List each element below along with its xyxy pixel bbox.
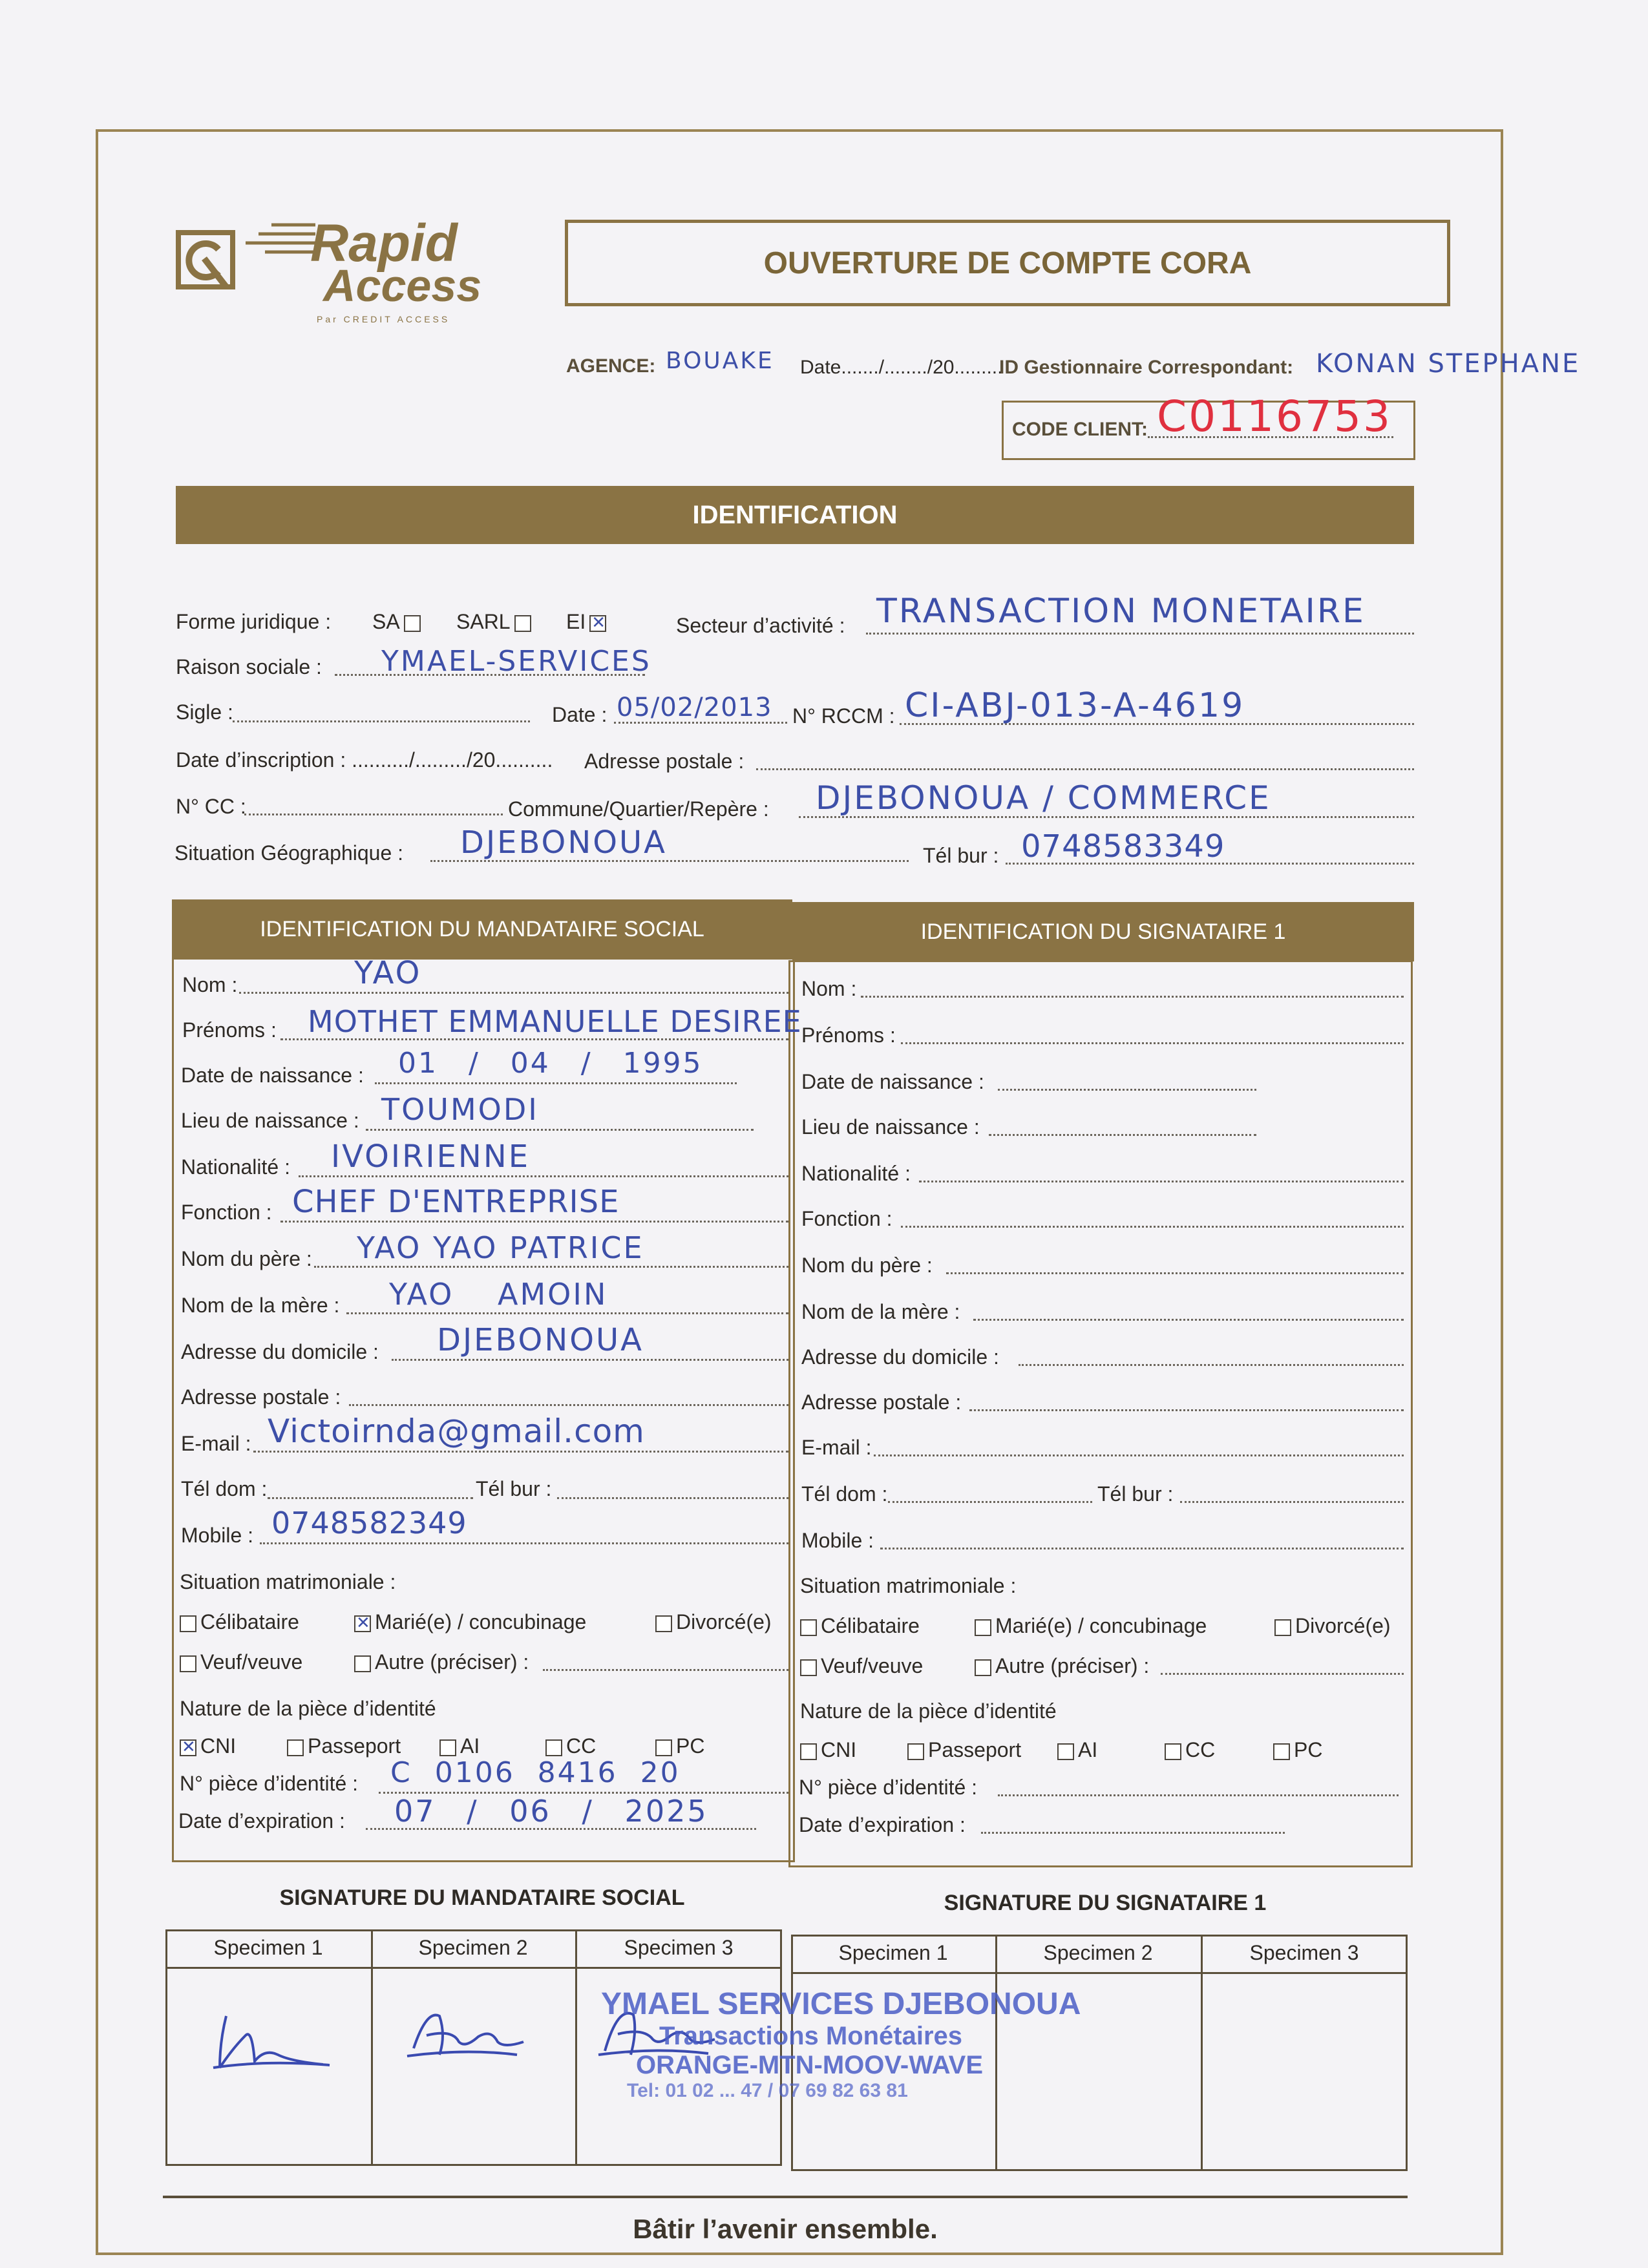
s-fonction-line: [901, 1208, 1404, 1228]
s-mat-celibataire[interactable]: Célibataire: [800, 1614, 920, 1638]
agence-value: BOUAKE: [666, 348, 774, 374]
sig-signataire-title: SIGNATURE DU SIGNATAIRE 1: [944, 1891, 1267, 1915]
s-naissance-label: Date de naissance :: [801, 1070, 984, 1093]
speed-lines-icon: [246, 220, 317, 258]
s-expiration-label: Date d’expiration :: [799, 1813, 966, 1836]
signataire-title: IDENTIFICATION DU SIGNATAIRE 1: [920, 919, 1286, 944]
commune-value: DJEBONOUA / COMMERCE: [816, 779, 1271, 817]
s-mat-autre[interactable]: Autre (préciser) :: [975, 1654, 1149, 1678]
m-pere-value: YAO YAO PATRICE: [357, 1230, 644, 1265]
s-email-line: [874, 1437, 1404, 1456]
signataire-bar: [792, 902, 1414, 961]
m-nom-line: [239, 974, 788, 994]
date-label: Date :: [552, 703, 607, 726]
m-piece-label: Nature de la pièce d’identité: [180, 1697, 436, 1720]
m-mat-marie[interactable]: ✕ Marié(e) / concubinage: [354, 1610, 586, 1634]
m-piece-passeport[interactable]: Passeport: [287, 1734, 401, 1758]
s-fonction-label: Fonction :: [801, 1207, 893, 1230]
m-mat-autre[interactable]: Autre (préciser) :: [354, 1650, 529, 1674]
m-pere-label: Nom du père :: [181, 1247, 312, 1270]
header-date: Date......./......../20.........: [800, 357, 1003, 378]
tel-bur-value: 0748583349: [1021, 828, 1225, 865]
sig-m-divider-2: [575, 1929, 577, 2166]
s-mere-label: Nom de la mère :: [801, 1300, 960, 1323]
m-domicile-value: DJEBONOUA: [437, 1322, 644, 1358]
m-mat-autre-line: [543, 1652, 788, 1671]
s-postale-label: Adresse postale :: [801, 1391, 962, 1414]
s-domicile-label: Adresse du domicile :: [801, 1345, 999, 1369]
m-piece-cc[interactable]: CC: [545, 1734, 596, 1758]
logo-mark-icon: [174, 229, 239, 300]
forme-sarl[interactable]: SARL: [456, 610, 535, 634]
m-telbur-line: [557, 1480, 788, 1499]
footer-rule: [163, 2196, 1408, 2198]
s-mobile-line: [880, 1530, 1404, 1549]
identification-bar: [176, 486, 1414, 544]
m-num-piece-label: N° pièce d’identité :: [180, 1772, 359, 1795]
s-teldom-line: [888, 1484, 1092, 1503]
logo: [174, 213, 498, 330]
s-mere-line: [973, 1301, 1404, 1321]
m-fonction-label: Fonction :: [181, 1201, 272, 1224]
secteur-value: TRANSACTION MONETAIRE: [876, 592, 1366, 631]
situation-value: DJEBONOUA: [460, 824, 667, 861]
m-piece-cni[interactable]: ✕CNI: [180, 1734, 236, 1758]
s-mat-autre-line: [1161, 1655, 1404, 1675]
sig-m-specimen-3: Specimen 3: [624, 1936, 734, 1959]
agence-label: AGENCE:: [566, 355, 656, 377]
sig-m-specimen-2: Specimen 2: [418, 1936, 528, 1959]
m-mat-veuf[interactable]: Veuf/veuve: [180, 1650, 302, 1674]
s-mat-veuf[interactable]: Veuf/veuve: [800, 1654, 923, 1678]
m-nom-label: Nom :: [182, 973, 238, 996]
stamp-line-4: Tel: 01 02 ... 47 / 07 69 82 63 81: [627, 2080, 908, 2101]
m-mobile-label: Mobile :: [181, 1524, 254, 1547]
s-domicile-line: [1019, 1347, 1404, 1366]
mandataire-bar: [172, 899, 792, 959]
s-piece-cni[interactable]: CNI: [800, 1738, 856, 1762]
logo-tagline: Par CREDIT ACCESS: [317, 314, 450, 324]
date-value: 05/02/2013: [617, 693, 772, 722]
m-mere-label: Nom de la mère :: [181, 1294, 340, 1317]
m-expiration-value: 07 / 06 / 2025: [394, 1794, 708, 1829]
signature-2-icon: [401, 1997, 530, 2074]
s-piece-label: Nature de la pièce d’identité: [800, 1699, 1057, 1723]
form-title: OUVERTURE DE COMPTE CORA: [763, 246, 1252, 280]
m-mat-divorce[interactable]: Divorcé(e): [655, 1610, 772, 1634]
adresse-postale-line: [756, 751, 1414, 770]
m-prenoms-value: MOTHET EMMANUELLE DESIREE: [308, 1004, 802, 1039]
form-title-box: [565, 220, 1450, 306]
m-mat-celibataire[interactable]: Célibataire: [180, 1610, 299, 1634]
s-postale-line: [969, 1392, 1404, 1411]
signature-1-icon: [207, 2003, 336, 2081]
s-nationalite-label: Nationalité :: [801, 1162, 911, 1185]
stamp-line-1: YMAEL SERVICES DJEBONOUA: [601, 1987, 1081, 2021]
inscription-label: Date d’inscription : ........../........./20..........: [176, 748, 553, 772]
m-lieu-value: TOUMODI: [381, 1092, 539, 1127]
commune-label: Commune/Quartier/Repère :: [508, 797, 769, 821]
tel-bur-label: Tél bur :: [923, 844, 999, 867]
adresse-postale-label: Adresse postale :: [584, 750, 745, 773]
m-mere-value: YAO AMOIN: [389, 1277, 608, 1312]
identification-title: IDENTIFICATION: [692, 500, 898, 529]
s-prenoms-label: Prénoms :: [801, 1024, 896, 1047]
m-lieu-label: Lieu de naissance :: [181, 1109, 359, 1132]
m-domicile-label: Adresse du domicile :: [181, 1340, 379, 1363]
m-naissance-value: 01 / 04 / 1995: [398, 1047, 703, 1080]
logo-text-rapid: Rapid: [310, 214, 458, 273]
m-piece-pc[interactable]: PC: [655, 1734, 704, 1758]
mandataire-title: IDENTIFICATION DU MANDATAIRE SOCIAL: [260, 916, 704, 941]
s-lieu-label: Lieu de naissance :: [801, 1115, 980, 1139]
s-piece-cc[interactable]: CC: [1165, 1738, 1215, 1762]
s-matrimoniale-label: Situation matrimoniale :: [800, 1574, 1017, 1597]
footer-slogan: Bâtir l’avenir ensemble.: [633, 2214, 938, 2244]
m-email-value: Victoirnda@gmail.com: [268, 1412, 645, 1450]
m-postale-label: Adresse postale :: [181, 1385, 341, 1409]
forme-ei[interactable]: EI✕: [566, 610, 610, 634]
m-nationalite-label: Nationalité :: [181, 1155, 290, 1179]
sig-s-divider-2: [1201, 1935, 1203, 2171]
stamp-line-2: Transactions Monétaires: [659, 2022, 963, 2050]
s-mat-divorce[interactable]: Divorcé(e): [1274, 1614, 1391, 1638]
raison-label: Raison sociale :: [176, 655, 322, 678]
sig-m-specimen-1: Specimen 1: [213, 1936, 323, 1959]
m-telbur-label: Tél bur :: [476, 1477, 552, 1500]
m-mobile-value: 0748582349: [271, 1506, 467, 1540]
s-pere-line: [946, 1255, 1404, 1274]
company-stamp: [601, 1986, 1081, 2102]
sig-s-header-line: [791, 1972, 1408, 1974]
sig-s-specimen-3: Specimen 3: [1249, 1941, 1359, 1964]
s-piece-pc[interactable]: PC: [1273, 1738, 1322, 1762]
s-email-label: E-mail :: [801, 1436, 872, 1459]
s-nom-label: Nom :: [801, 977, 857, 1000]
code-client-label: CODE CLIENT:: [1012, 419, 1148, 440]
sig-m-divider-1: [371, 1929, 373, 2166]
m-postale-line: [349, 1387, 788, 1406]
s-pere-label: Nom du père :: [801, 1254, 933, 1277]
situation-label: Situation Géographique :: [174, 841, 404, 865]
secteur-label: Secteur d’activité :: [676, 614, 845, 637]
forme-sa[interactable]: SA: [372, 610, 425, 634]
code-client-value: C0116753: [1157, 392, 1393, 441]
s-nom-line: [861, 978, 1404, 998]
forme-label: Forme juridique :: [176, 610, 332, 633]
m-teldom-label: Tél dom :: [181, 1477, 268, 1500]
gestionnaire-value: KONAN STEPHANE: [1316, 349, 1581, 379]
m-matrimoniale-label: Situation matrimoniale :: [180, 1570, 396, 1593]
sigle-label: Sigle :: [176, 700, 233, 724]
s-naissance-line: [998, 1071, 1256, 1091]
s-lieu-line: [989, 1117, 1256, 1136]
rccm-value: CI-ABJ-013-A-4619: [905, 686, 1245, 725]
m-expiration-label: Date d’expiration :: [178, 1809, 345, 1832]
logo-text-access: Access: [323, 260, 482, 311]
rccm-label: N° RCCM :: [792, 704, 895, 728]
m-piece-ai[interactable]: AI: [439, 1734, 480, 1758]
m-naissance-label: Date de naissance :: [181, 1064, 364, 1087]
gestionnaire-label: ID Gestionnaire Correspondant:: [999, 357, 1294, 378]
m-email-label: E-mail :: [181, 1432, 251, 1455]
s-piece-ai[interactable]: AI: [1057, 1738, 1097, 1762]
m-prenoms-label: Prénoms :: [182, 1018, 277, 1042]
m-nationalite-value: IVOIRIENNE: [331, 1139, 531, 1175]
m-nom-value: YAO: [354, 955, 422, 991]
ncc-line: [244, 796, 503, 815]
sig-s-specimen-1: Specimen 1: [838, 1941, 948, 1964]
s-num-piece-line: [998, 1777, 1399, 1796]
s-telbur-label: Tél bur :: [1097, 1482, 1174, 1506]
s-expiration-line: [981, 1814, 1285, 1834]
m-fonction-value: CHEF D'ENTREPRISE: [292, 1184, 620, 1220]
s-nationalite-line: [919, 1163, 1404, 1182]
s-num-piece-label: N° pièce d’identité :: [799, 1776, 978, 1799]
m-teldom-line: [268, 1480, 473, 1499]
s-prenoms-line: [901, 1025, 1404, 1044]
s-mat-marie[interactable]: Marié(e) / concubinage: [975, 1614, 1207, 1638]
raison-value: YMAEL-SERVICES: [381, 645, 651, 678]
s-teldom-label: Tél dom :: [801, 1482, 888, 1506]
sig-mandataire-title: SIGNATURE DU MANDATAIRE SOCIAL: [279, 1885, 685, 1910]
ncc-label: N° CC :: [176, 795, 246, 818]
stamp-line-3: ORANGE-MTN-MOOV-WAVE: [636, 2051, 984, 2079]
sig-s-specimen-2: Specimen 2: [1043, 1941, 1153, 1964]
s-mobile-label: Mobile :: [801, 1529, 874, 1552]
m-num-piece-value: C 0106 8416 20: [390, 1756, 681, 1789]
s-piece-passeport[interactable]: Passeport: [907, 1738, 1021, 1762]
s-telbur-line: [1180, 1484, 1404, 1503]
sigle-line: [233, 703, 530, 722]
sig-m-header-line: [165, 1967, 782, 1969]
